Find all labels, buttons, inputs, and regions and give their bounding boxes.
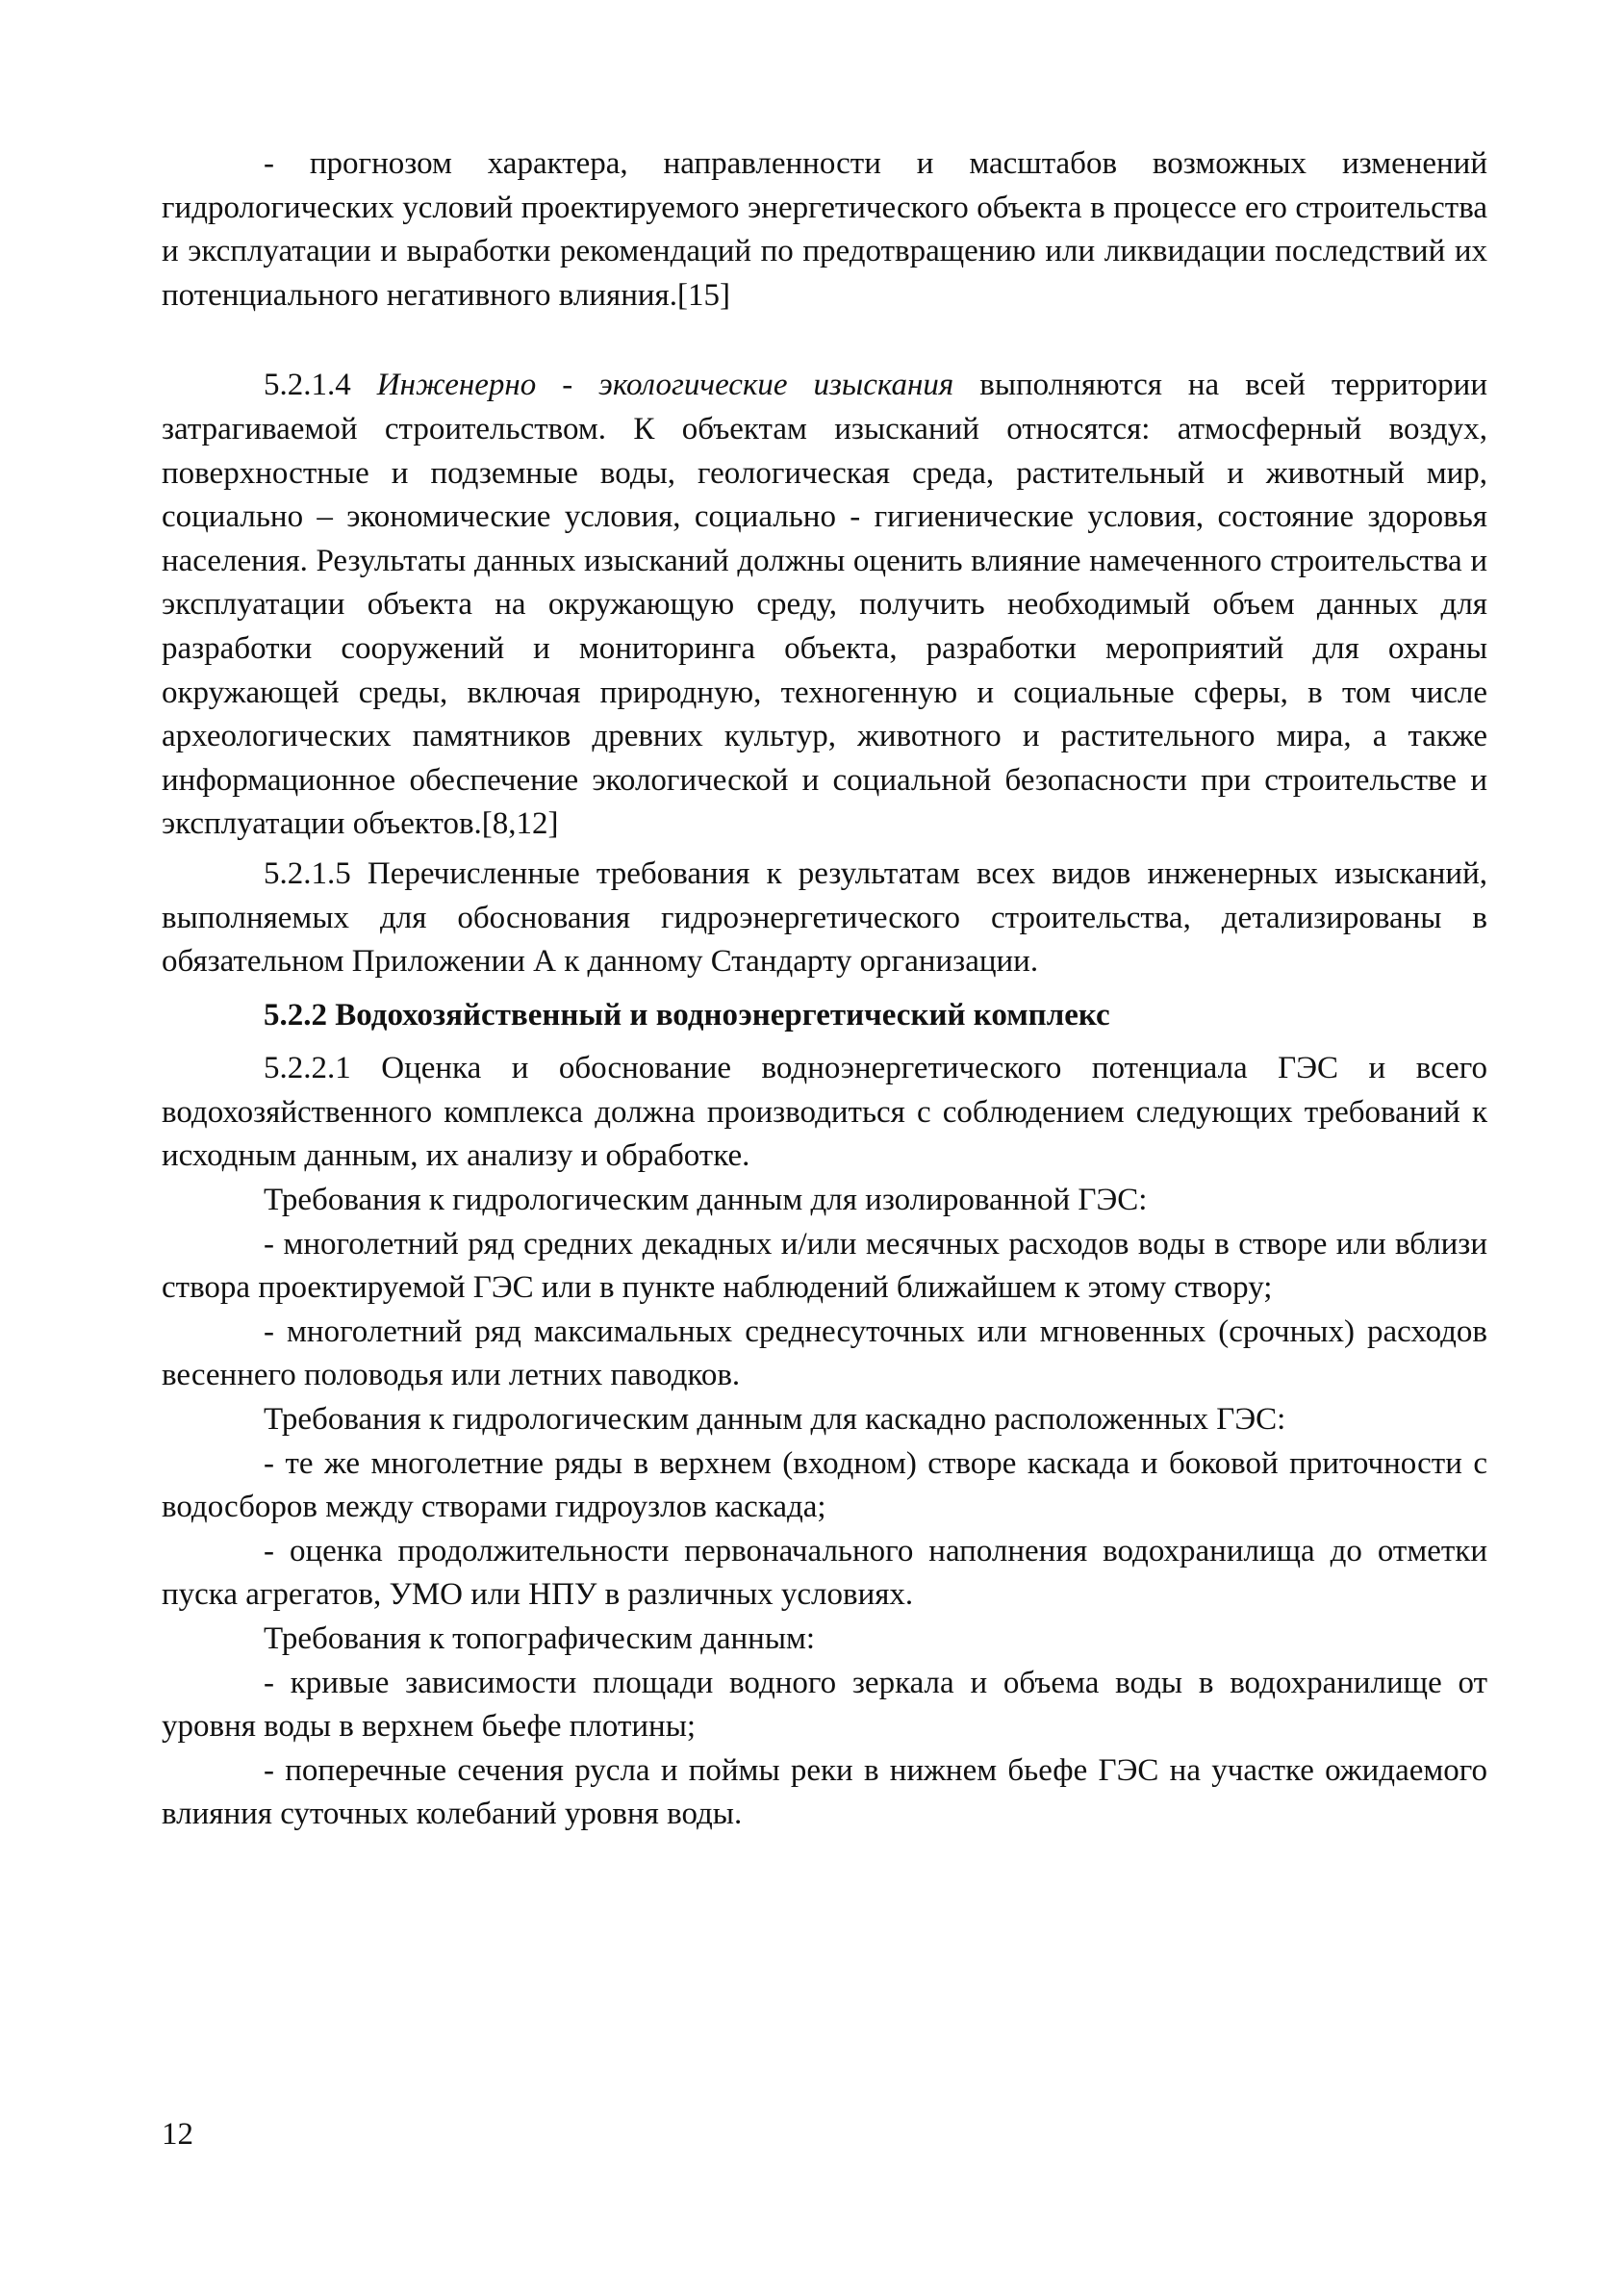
paragraph-forecast: - прогнозом характера, направленности и масштабов возможных изменений гидрологических условий проектируемого энергетического объекта в процессе его строительства и эксплуатации и выработки рекомендаций по предотвращению или ликвидации последствий их потенциального негативного влияния.[15] (162, 146, 1487, 313)
clause-term: Инженерно - экологические изыскания (376, 368, 954, 403)
list-item-cross-sections: - поперечные сечения русла и поймы реки в нижнем бьефе ГЭС на участке ожидаемого влияния суточных колебаний уровня воды. (162, 1752, 1487, 1832)
section-heading: 5.2.2 Водохозяйственный и водноэнергетический комплекс (264, 997, 1110, 1033)
list-item-initial-filling: - оценка продолжительности первоначального наполнения водохранилища до отметки пуска агрегатов, УМО или НПУ в различных условиях. (162, 1533, 1487, 1613)
page-body (162, 142, 1487, 1837)
paragraph-5-2-1-5: 5.2.1.5 Перечисленные требования к результатам всех видов инженерных изысканий, выполняемых для обоснования гидроэнергетического строительства, детализированы в обязательном Приложении А к данному Стандарту организации. (162, 855, 1487, 980)
paragraph-5-2-2-1: 5.2.2.1 Оценка и обоснование водноэнергетического потенциала ГЭС и всего водохозяйственного комплекса должна производиться с соблюдением следующих требований к исходным данным, их анализу и обработке. (162, 1051, 1487, 1174)
paragraph-hydrology-isolated: Требования к гидрологическим данным для изолированной ГЭС: (264, 1183, 1148, 1218)
paragraph-topography: Требования к топографическим данным: (264, 1621, 816, 1656)
list-item-area-volume-curves: - кривые зависимости площади водного зеркала и объема воды в водохранилище от уровня воды в верхнем бьефе плотины; (162, 1665, 1487, 1745)
list-item-max-flows: - многолетний ряд максимальных среднесуточных или мгновенных (срочных) расходов весеннего половодья или летних паводков. (162, 1313, 1487, 1393)
clause-number: 5.2.1.4 (264, 368, 377, 403)
paragraph-hydrology-cascade: Требования к гидрологическим данным для каскадно расположенных ГЭС: (264, 1402, 1286, 1438)
paragraph-5-2-1-4 (162, 364, 1487, 847)
list-item-cascade-series: - те же многолетние ряды в верхнем (входном) створе каскада и боковой приточности с водосборов между створами гидроузлов каскада; (162, 1445, 1487, 1525)
page-number: 12 (162, 2117, 193, 2152)
clause-text: выполняются на всей территории затрагиваемой строительством. К объектам изысканий относятся: атмосферный воздух, поверхностные и подземные воды, геологическая среда, растительный и животный мир, социально – экономические условия, социально - гигиенические условия, состояние здоровья населения. Результаты данных изысканий должны оценить влияние намеченного строительства и эксплуатации объекта на окружающую среду, получить необходимый объем данных для разработки сооружений и мониторинга объекта, разработки мероприятий для охраны окружающей среды, включая природную, техногенную и социальные сферы, в том числе археологических памятников древних культур, животного и растительного мира, а также информационное обеспечение экологической и социальной безопасности при строительстве и эксплуатации объектов.[8,12] (162, 368, 1487, 842)
list-item-decadal-flows: - многолетний ряд средних декадных и/или месячных расходов воды в створе или вблизи створа проектируемой ГЭС или в пункте наблюдений ближайшем к этому створу; (162, 1226, 1487, 1306)
